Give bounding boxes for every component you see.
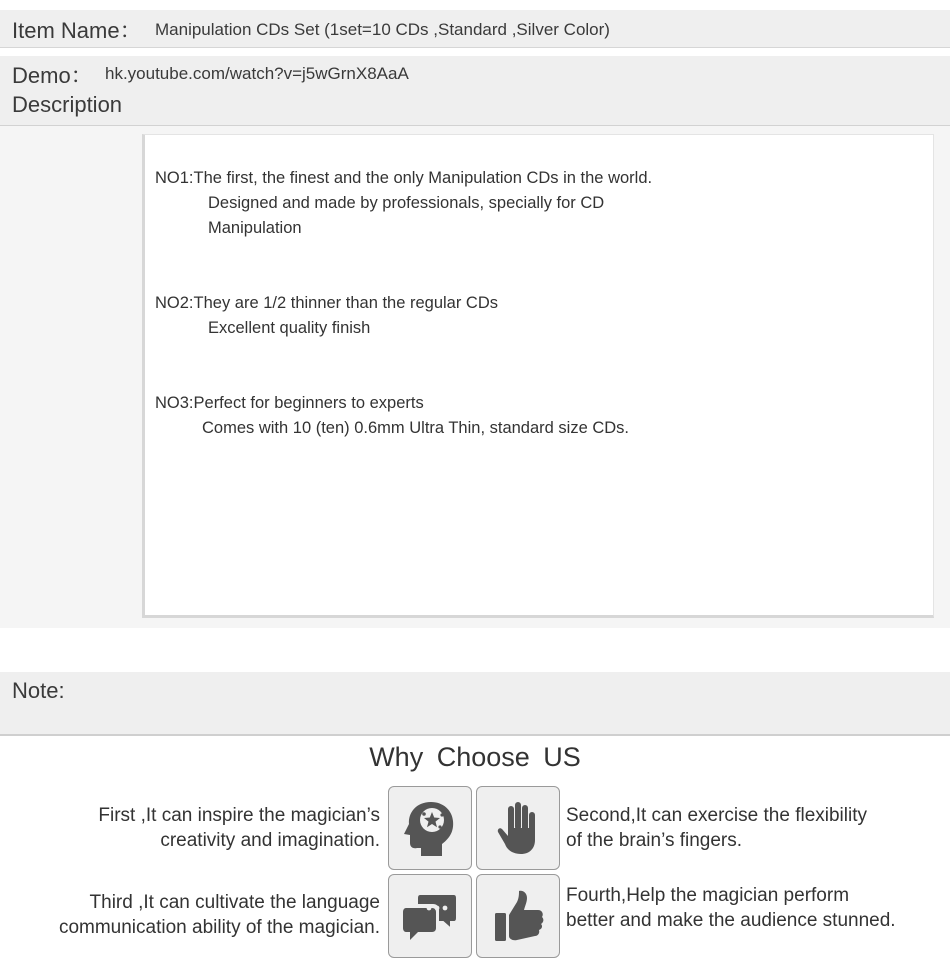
feature-line: better and make the audience stunned. bbox=[566, 910, 896, 931]
feature-line: communication ability of the magician. bbox=[58, 917, 380, 938]
feature-line: of the brain’s fingers. bbox=[566, 830, 743, 851]
thumbs-up-icon bbox=[486, 884, 550, 948]
why-choose-us-title: Why Choose US bbox=[369, 742, 581, 772]
feature-line: First ,It can inspire the magician’s bbox=[98, 805, 380, 826]
item-name-bar bbox=[0, 10, 950, 48]
item-name-value: Manipulation CDs Set (1set=10 CDs ,Standard ,Silver Color) bbox=[155, 20, 610, 39]
note-label: Note: bbox=[12, 678, 65, 703]
description-line: Excellent quality finish bbox=[208, 319, 371, 337]
description-line: NO2:They are 1/2 thinner than the regular CDs bbox=[155, 294, 499, 312]
demo-label: Demo： bbox=[12, 63, 93, 88]
demo-link[interactable]: hk.youtube.com/watch?v=j5wGrnX8AaA bbox=[105, 64, 409, 83]
description-line: Designed and made by professionals, specially for CD bbox=[208, 194, 605, 212]
feature-third-text bbox=[59, 890, 380, 940]
feature-first-text bbox=[98, 803, 380, 853]
description-card bbox=[142, 134, 934, 618]
chat-icon bbox=[398, 884, 462, 948]
item-name-label: Item Name： bbox=[12, 18, 142, 43]
feature-second-text bbox=[566, 803, 867, 853]
description-line: Comes with 10 (ten) 0.6mm Ultra Thin, standard size CDs. bbox=[202, 419, 630, 437]
note-bar bbox=[0, 672, 950, 736]
thumbs-up-icon-tile bbox=[476, 874, 560, 958]
hand-icon-tile bbox=[476, 786, 560, 870]
demo-bar bbox=[0, 56, 950, 90]
hand-icon bbox=[486, 796, 550, 860]
description-title: Description bbox=[12, 92, 123, 117]
head-icon bbox=[398, 796, 462, 860]
description-line: Manipulation bbox=[208, 219, 302, 237]
description-line: NO3:Perfect for beginners to experts bbox=[155, 394, 424, 412]
feature-line: Fourth,Help the magician perform bbox=[566, 885, 850, 906]
feature-line: Second,It can exercise the flexibility bbox=[566, 805, 867, 826]
feature-line: Third ,It can cultivate the language bbox=[89, 892, 380, 913]
description-line: NO1:The first, the finest and the only Manipulation CDs in the world. bbox=[155, 169, 653, 187]
description-bar bbox=[0, 90, 950, 126]
head-icon-tile bbox=[388, 786, 472, 870]
feature-fourth-text bbox=[566, 883, 896, 933]
chat-icon-tile bbox=[388, 874, 472, 958]
feature-line: creativity and imagination. bbox=[160, 830, 380, 851]
